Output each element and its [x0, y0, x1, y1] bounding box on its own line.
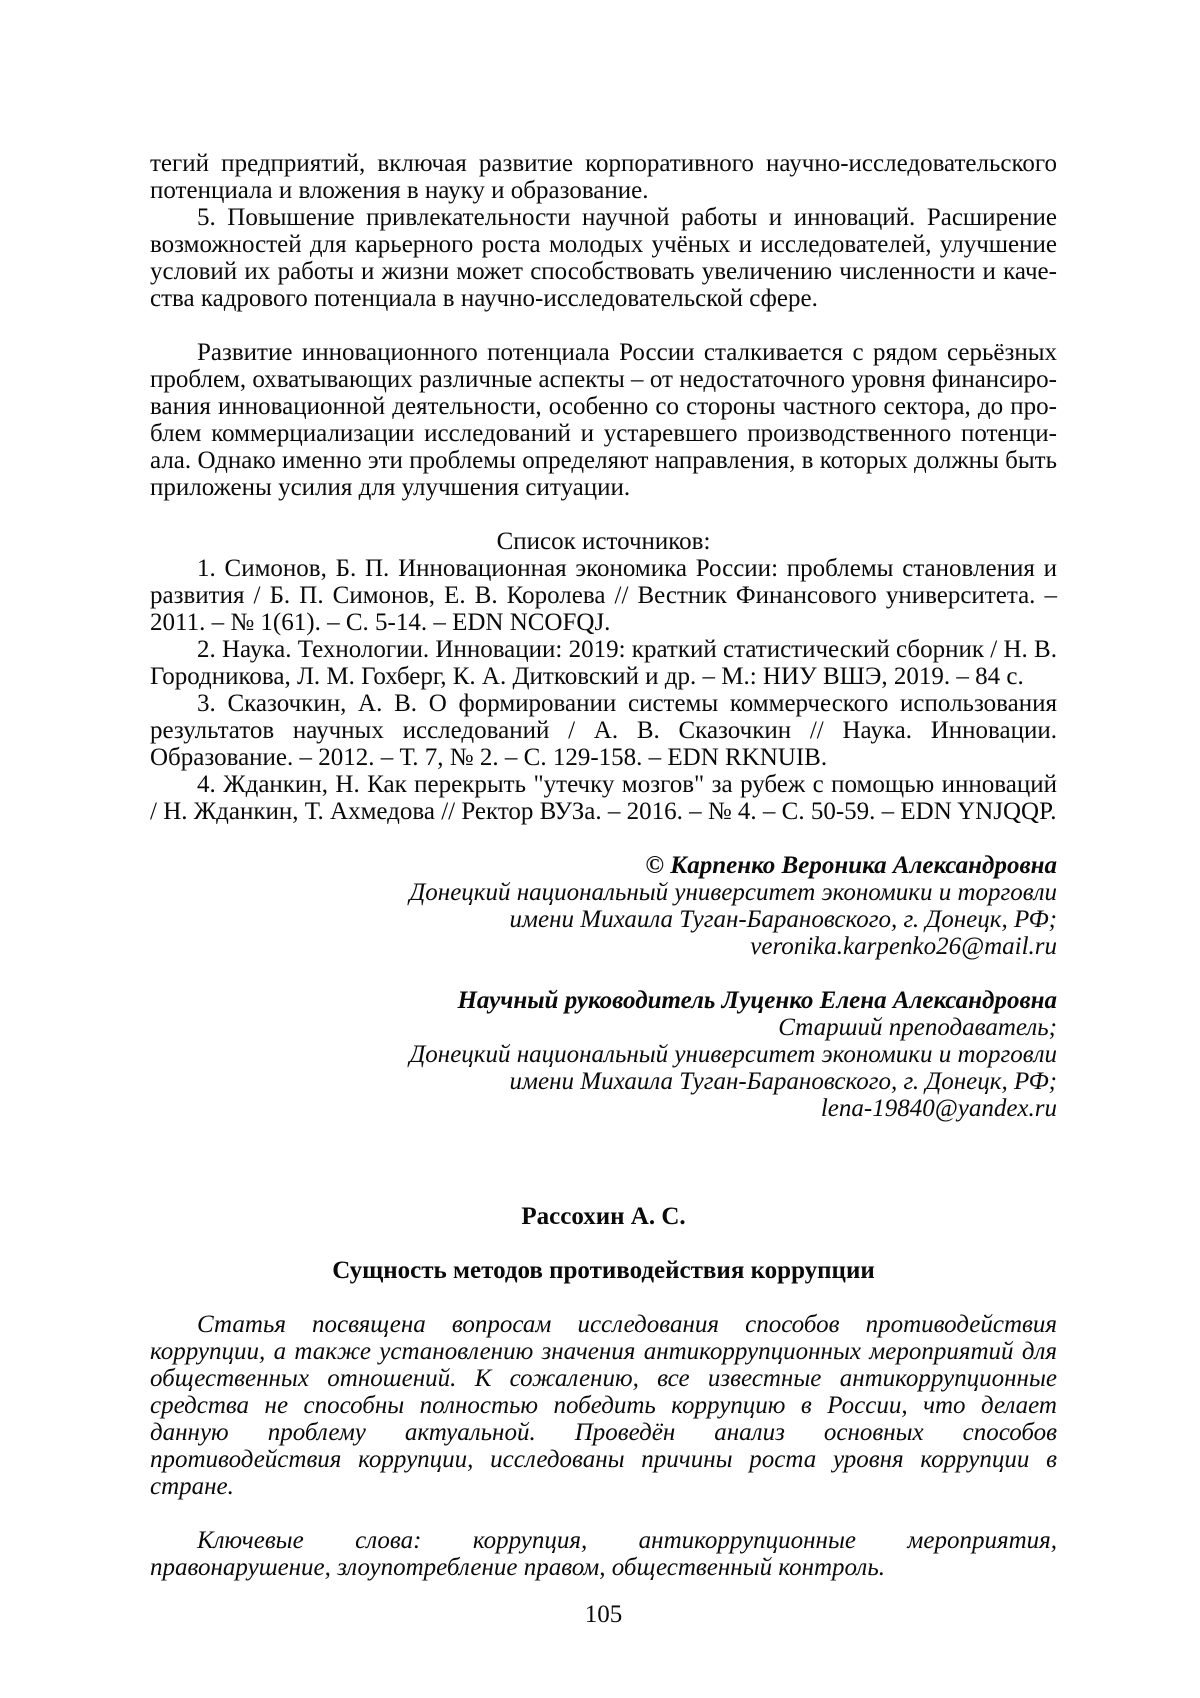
author-email: veronika.karpenko26@mail.ru — [750, 933, 1057, 960]
supervisor-affiliation-line1: Донецкий национальный университет экономики и торговли — [409, 1041, 1057, 1068]
next-article-title: Сущность методов противодействия коррупции — [332, 1257, 875, 1284]
supervisor-title: Старший преподаватель; — [778, 1014, 1057, 1041]
author-name: © Карпенко Вероника Александровна — [645, 852, 1057, 879]
reference-item-2: 2. Наука. Технологии. Инновации: 2019: краткий статистический сборник / Н. В. Городникова, Л. М. Гохберг, К. А. Дитковский и др. – М.: НИУ ВШЭ, 2019. – 84 с. — [150, 636, 1057, 690]
next-article-author: Рассохин А. С. — [521, 1203, 686, 1230]
author-affiliation-line1: Донецкий национальный университет экономики и торговли — [409, 879, 1057, 906]
supervisor-block — [150, 987, 1057, 1122]
reference-item-3: 3. Сказочкин, А. В. О формировании системы коммерческого использования результатов научных исследований / А. В. Сказочкин // Наука. Инновации. Образование. – 2012. – Т. 7, № 2. – С. 129-158. – EDN RKNUIB. — [150, 690, 1057, 771]
paragraph-continuation: тегий предприятий, включая развитие корпоративного научно-исследовательского потенциала и вложения в науку и образование. — [150, 150, 1057, 204]
page-number: 105 — [584, 1601, 623, 1628]
paragraph-item-5: 5. Повышение привлекательности научной работы и инноваций. Расширение возможностей для карьерного роста молодых учёных и исследователей, улучшение условий их работы и жизни может способствовать увеличению численности и качества кадрового потенциала в научно-исследовательской сфере. — [150, 204, 1057, 312]
supervisor-name: Научный руководитель Луценко Елена Александровна — [457, 987, 1057, 1014]
paragraph-development: Развитие инновационного потенциала России сталкивается с рядом серьёзных проблем, охватывающих различные аспекты – от недостаточного уровня финансирования инновационной деятельности, особенно со стороны частного сектора, до проблем коммерциализации исследований и устаревшего производственного потенциала. Однако именно эти проблемы определяют направления, в которых должны быть приложены усилия для улучшения ситуации. — [150, 339, 1057, 501]
sources-heading: Список источников: — [496, 528, 711, 555]
author-block — [150, 852, 1057, 960]
next-article-abstract: Статья посвящена вопросам исследования способов противодействия коррупции, а также установлению значения антикоррупционных мероприятий для общественных отношений. К сожалению, все известные антикоррупционные средства не способны полностью победить коррупцию в России, что делает данную проблему актуальной. Проведён анализ основных способов противодействия коррупции, исследованы причины роста уровня коррупции в стране. — [150, 1311, 1057, 1500]
next-article-keywords: Ключевые слова: коррупция, антикоррупционные мероприятия, правонарушение, злоупотребление правом, общественный контроль. — [150, 1527, 1057, 1581]
reference-item-1: 1. Симонов, Б. П. Инновационная экономика России: проблемы становления и развития / Б. П. Симонов, Е. В. Королева // Вестник Финансового университета. – 2011. – № 1(61). – С. 5-14. – EDN NCOFQJ. — [150, 555, 1057, 636]
author-affiliation-line2: имени Михаила Туган-Барановского, г. Донецк, РФ; — [509, 906, 1057, 933]
reference-item-4: 4. Жданкин, Н. Как перекрыть "утечку мозгов" за рубеж с помощью инноваций / Н. Жданкин, Т. Ахмедова // Ректор ВУЗа. – 2016. – № 4. – С. 50-59. – EDN YNJQQP. — [150, 771, 1057, 825]
supervisor-email: lena-19840@yandex.ru — [820, 1095, 1057, 1122]
supervisor-affiliation-line2: имени Михаила Туган-Барановского, г. Донецк, РФ; — [509, 1068, 1057, 1095]
